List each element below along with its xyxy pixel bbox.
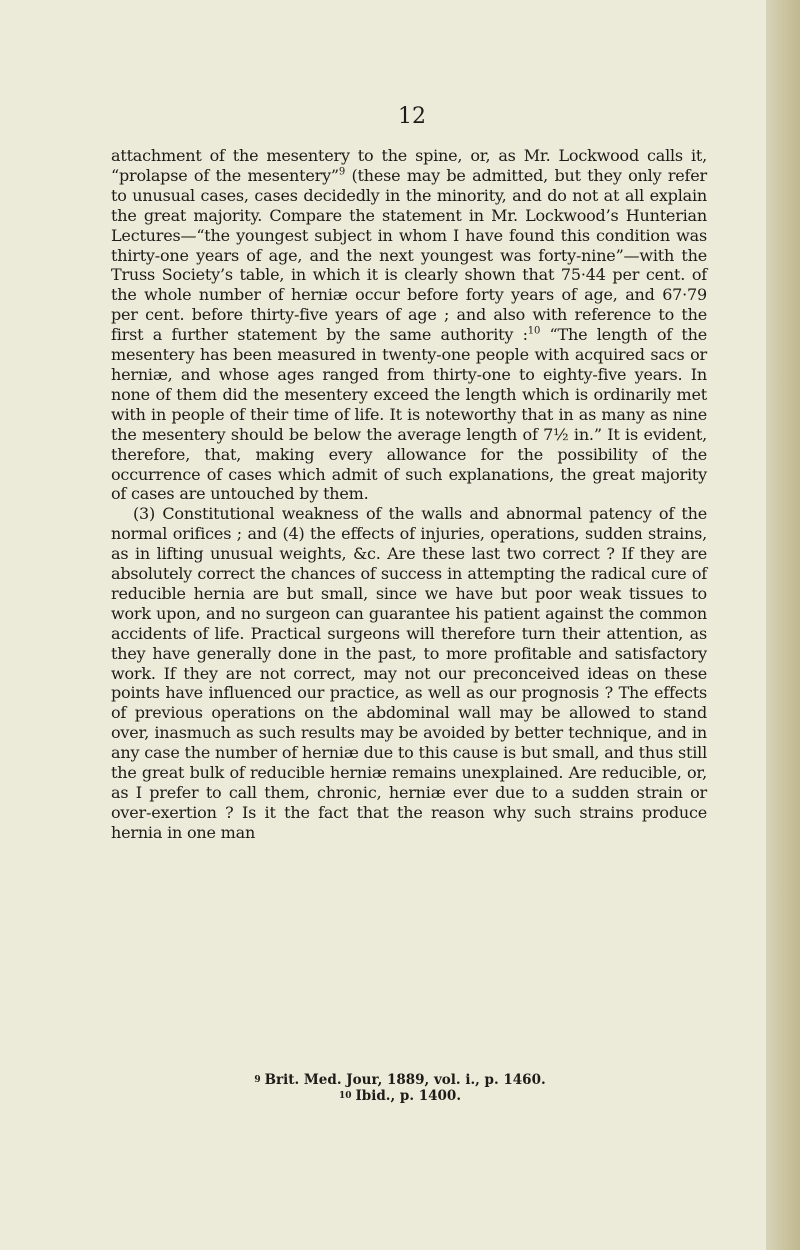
page-edge xyxy=(766,0,800,1250)
paragraph-1-part-b: (these may be admitted, but they only refer to unusual cases, cases decidedly in the minority, and do not at all explain the great majority. Compare the statement in Mr. Lockwood’s Hunterian Lectures—“the youngest subject in whom I have found this condition was thirty-one years of age, and the next youngest was forty-nine”—with the Truss Society’s table, in which it is clearly shown that 75·44 per cent. of the whole number of herniæ occur before forty years of age, and 67·79 per cent. before thirty-five years of age ; and also with reference to the first a further statement by the same authority : xyxy=(111,165,707,345)
footnote-ref-9: 9 xyxy=(338,166,346,178)
footnotes xyxy=(0,1072,800,1104)
footnote-number: 10 xyxy=(338,1091,352,1101)
page-number: 12 xyxy=(398,104,426,129)
footnote-9 xyxy=(0,1072,800,1088)
body-text xyxy=(111,146,707,843)
paragraph-1 xyxy=(111,146,707,504)
footnote-10 xyxy=(0,1088,800,1104)
paragraph-1-part-a: attachment of the mesentery to the spine, or, as Mr. Lockwood calls it, “prolapse of the mesentery” xyxy=(111,146,707,185)
paragraph-1-part-c: “The length of the mesentery has been measured in twenty-one people with acquired sacs or herniæ, and whose ages ranged from thirty-one to eighty-five years. In none of them did the mesentery exceed the length which is ordinarily met with in people of their time of life. It is noteworthy that in as many as nine the mesentery should be below the average length of 7½ in.” It is evident, therefore, that, making every allowance for the possibility of the occurrence of cases which admit of such explanations, the great majority of cases are untouched by them. xyxy=(111,325,707,504)
paragraph-2: (3) Constitutional weakness of the walls and abnormal patency of the normal orifices ; and (4) the effects of injuries, operations, sudden strains, as in lifting unusual weights, &c. Are these last two correct ? If they are absolutely correct the chances of success in attempting the radical cure of reducible hernia are but small, since we have but poor weak tissues to work upon, and no surgeon can guarantee his patient against the common accidents of life. Practical surgeons will therefore turn their attention, as they have generally done in the past, to more profitable and satisfactory work. If they are not correct, may not our preconceived ideas on these points have influenced our practice, as well as our prognosis ? The effects of previous operations on the abdominal wall may be allowed to stand over, inasmuch as such results may be avoided by better technique, and in any case the number of herniæ due to this cause is but small, and thus still the great bulk of reducible herniæ remains unexplained. Are reducible, or, as I prefer to call them, chronic, herniæ ever due to a sudden strain or over-exertion ? Is it the fact that the reason why such strains produce hernia in one man xyxy=(111,504,707,842)
footnote-ref-10: 10 xyxy=(527,325,541,337)
footnote-text: Brit. Med. Jour, 1889, vol. i., p. 1460. xyxy=(264,1072,546,1088)
footnote-number: 9 xyxy=(254,1075,261,1085)
footnote-text: Ibid., p. 1400. xyxy=(355,1088,462,1104)
